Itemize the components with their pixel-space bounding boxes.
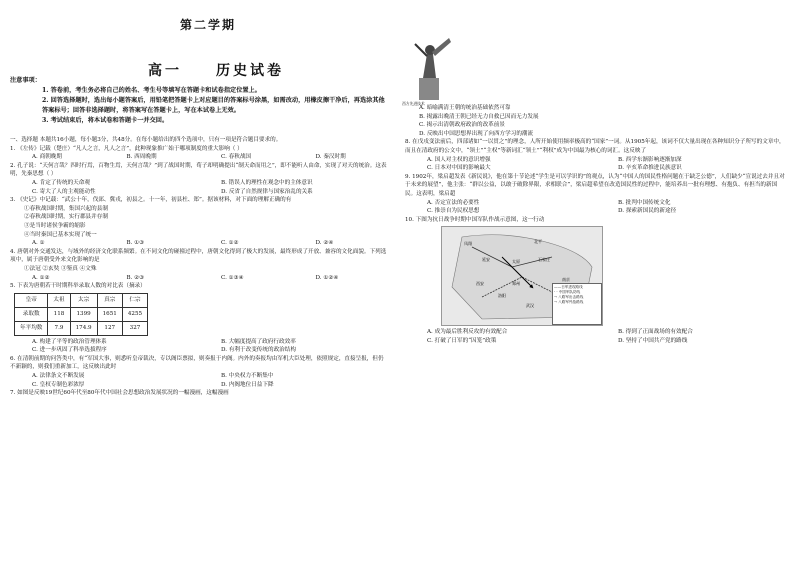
legend-item: → 八路军歼敌路线 bbox=[554, 300, 584, 305]
option: A. 商朝晚期 bbox=[32, 154, 62, 161]
map-label: 西安 bbox=[476, 281, 484, 287]
option: C. 进一步巩固了科举选拔程序 bbox=[32, 347, 107, 354]
option: A. 法律条文不断发展 bbox=[32, 373, 85, 380]
option: C. 打破了日军的“囚笼”政策 bbox=[427, 337, 497, 344]
option: A. 暗喻满清王朝的统治基础依然可靠 bbox=[419, 105, 511, 111]
sub-item: ③是当时诸侯争霸的缩影 bbox=[24, 222, 86, 229]
option: D. 辛亥革命推进民族意识 bbox=[618, 165, 682, 172]
subject-title: 历史试卷 bbox=[216, 63, 284, 79]
question-stem: 9. 1902年，梁启超发表《新民说》，他在第十节论述“学生是可以学识的”的观点，认为“中国人的国民性格问题在于缺乏公德”，人们缺少“宣说过去并且对于未来的展望”，他主张：“群以公益，以敢于破除界限，求相联合”，梁启超希望在改造国民性的过程中，能培养出一批有理想、有抱负、有担当的新国民。这表明，梁启超 bbox=[405, 173, 785, 197]
map-label: 石家庄 bbox=[538, 257, 550, 263]
option: B. 西学东渐影响逐渐加深 bbox=[618, 156, 682, 163]
option: D. 探索新国民的新途径 bbox=[618, 208, 677, 215]
table-cell: 年平均数 bbox=[15, 321, 48, 335]
option: B. 大幅度提高了政府行政效率 bbox=[221, 338, 296, 345]
question-stem: 7. 如图是反映19世纪60年代至80年代中国社会思想政治发展状况的一幅漫画，这幅漫画 bbox=[10, 390, 229, 397]
map-label: 太原 bbox=[512, 259, 520, 265]
table-cell: 118 bbox=[48, 307, 70, 321]
table-cell: 1651 bbox=[97, 307, 122, 321]
table-cell: 录取数 bbox=[15, 307, 48, 321]
term-title: 第二学期 bbox=[180, 18, 237, 32]
option: D. 内阁地位日益下降 bbox=[221, 381, 274, 388]
option: C. 揭示出清朝政府政治的改革前景 bbox=[419, 122, 505, 129]
map-label: 南京 bbox=[562, 277, 570, 283]
map-label: 郑州 bbox=[512, 281, 520, 287]
option: C. 皇权专制色彩浓厚 bbox=[32, 381, 85, 388]
sub-item: ①春秋战国时期，集国兴起的县制 bbox=[24, 205, 108, 212]
table-cell: 7.9 bbox=[48, 321, 70, 335]
option: D. 坚持了中国共产党的路线 bbox=[618, 337, 688, 344]
data-table bbox=[14, 293, 148, 336]
option: A. 国人对主权的意识增强 bbox=[427, 156, 491, 163]
table-cell: 174.9 bbox=[70, 321, 97, 335]
option: A. 否定宣法的必要性 bbox=[427, 199, 480, 206]
option: A. ① bbox=[32, 240, 45, 247]
option: B. 揭露出晚清王朝已经无力自救已因而无力发展 bbox=[419, 113, 539, 120]
table-cell: 127 bbox=[97, 321, 122, 335]
right-column bbox=[405, 104, 787, 346]
map-label: 北平 bbox=[534, 239, 542, 245]
option: B. ②③ bbox=[126, 274, 145, 281]
option: C. 寄大了人的主观能动性 bbox=[32, 188, 96, 195]
legend-item: - - 中国军队防线 bbox=[554, 290, 581, 295]
battle-map bbox=[441, 226, 603, 326]
question-stem: 5. 下表为唐朝若干时期科举录取人数的对比表（摘录） bbox=[10, 283, 146, 290]
legend-item: ——日军进攻路线 bbox=[554, 285, 583, 290]
option: B. ①③ bbox=[126, 240, 145, 247]
sub-item: ④当时秦国已基本实现了统一 bbox=[24, 231, 97, 238]
option: B. 得到了正面战场的有效配合 bbox=[618, 329, 693, 336]
option: D. 反映出中国思想界出现了向西方学习的潮流 bbox=[419, 130, 534, 137]
option: B. 西周晚期 bbox=[126, 154, 157, 161]
question-stem: 6. 在清朝前期的问答类中，有“军国大事，则悉听皇帝裁决，专以阁臣票拟，则奏报于内阁。内外的奏报均由军机大臣处理，依照规定，直接呈报，但仍不新颖的，则我们重新加工，这反映出此时 bbox=[10, 355, 384, 371]
option: D. ②④ bbox=[315, 240, 334, 247]
question-stem: 2. 孔子说：“天何言哉？四时行焉，百物生焉，天何言哉？”到了战国时期，荀子却明确提出“制天命而用之”，即不能听人由命，实现了对天的统治。这表明，先秦思想（ ） bbox=[10, 162, 387, 178]
table-header: 太祖 bbox=[48, 293, 70, 307]
question-stem: 4. 唐朝对外交通发达，与域外的经济文化联系频繁。在不同文化的碰撞过程中，唐朝文化得到了极大的发展，最终形成了开放、兼容的文化面貌。下列选项中，属于唐朝受外来文化影响的是 bbox=[10, 248, 387, 264]
notice-item: 2. 回答选择题时，选出每小题答案后，用铅笔把答题卡上对应题目的答案标号涂黑，如需改动，用橡皮擦干净后，再选涂其他答案标号；回答非选择题时，将答案写在答题卡上，写在本试卷上无效。 bbox=[42, 97, 385, 114]
option: D. 有利于改变传统的政治结构 bbox=[221, 347, 296, 354]
legend-item: → 八路军出击路线 bbox=[554, 295, 584, 300]
table-header: 太宗 bbox=[70, 293, 97, 307]
statue-illustration bbox=[405, 34, 453, 102]
sub-item: ②春秋战国时期，实行郡县并存制 bbox=[24, 214, 108, 221]
option: D. 反省了自然规律与国家治乱的关系 bbox=[221, 188, 313, 195]
table-cell: 327 bbox=[122, 321, 147, 335]
option: B. 错误人的理性在观念中的主体意识 bbox=[221, 179, 313, 186]
table-cell: 1399 bbox=[70, 307, 97, 321]
grade-title: 高一 bbox=[148, 63, 182, 79]
notice-item: 3. 考试结束后，将本试卷和答题卡一并交回。 bbox=[42, 117, 169, 124]
map-legend bbox=[552, 283, 602, 325]
question-stem: 1. 《左传》记载（楚庄）“凡人之言，凡人之言”，此种现象推广始于哪项制度的重大影响（ ） bbox=[10, 145, 243, 152]
left-column bbox=[10, 136, 388, 398]
map-label: 凤翔 bbox=[464, 241, 472, 247]
notice-block bbox=[10, 76, 388, 126]
option: B. 中央权力不断集中 bbox=[221, 373, 274, 380]
question-stem: 3. 《史记》中记载：“武公十年，伐邽、冀戎，初县之。十一年，初县杜、郑”。据该材料，对下面的理解正确的有 bbox=[10, 197, 292, 204]
option: A. ①② bbox=[32, 274, 50, 281]
statue-caption: 西方先进技术 bbox=[402, 101, 425, 106]
map-label: 武汉 bbox=[526, 303, 534, 309]
section-heading: 一、选择题 本题共16小题，每小题3分，共48分。在每小题给出的四个选项中，只有一项是符合题目要求的。 bbox=[10, 137, 282, 143]
option: C. 春秋战国 bbox=[221, 154, 252, 161]
question-stem: 10. 下图为抗日战争时期中国军队作战示意图，这一行动 bbox=[405, 216, 545, 223]
option: A. 肯定了传统的天命观 bbox=[32, 179, 90, 186]
notice-item: 1. 答卷前，考生务必将自己的姓名、考生号等填写在答题卡和试卷指定位置上。 bbox=[42, 87, 261, 94]
option: C. 日本对中国的影响最大 bbox=[427, 165, 491, 172]
option: A. 成为最后胜利反攻的有效配合 bbox=[427, 329, 508, 336]
option: C. ①③④ bbox=[221, 274, 244, 281]
question-stem: 8. 在戊戌变法前后，四部诸如“一以贯之”的理念，人所开始使用频率极高的“国家”一词。从1905年起，该词不仅大量出现在各种知识分子所写的文章中，而且在清政府的公文中，“领土”“主权”等新词汇“领土”“利权”成为中国最为核心的词汇。这反映了 bbox=[405, 139, 785, 154]
option: B. 批判中国传统文化 bbox=[618, 199, 671, 206]
notice-title: 注意事项： bbox=[10, 77, 41, 84]
sub-item: ①法冠 ②玄奘 ③鉴真 ④文殊 bbox=[24, 265, 97, 272]
option: C. 推崇自为民权思想 bbox=[427, 208, 480, 215]
option: C. ①② bbox=[221, 240, 239, 247]
map-label: 洛阳 bbox=[498, 293, 506, 299]
option: A. 构建了平等的政治管理体系 bbox=[32, 338, 107, 345]
table-header: 仁宗 bbox=[122, 293, 147, 307]
table-cell: 4255 bbox=[122, 307, 147, 321]
option: D. 秦汉时期 bbox=[315, 154, 346, 161]
map-label: 延安 bbox=[482, 257, 490, 263]
table-header: 真宗 bbox=[97, 293, 122, 307]
table-header: 皇帝 bbox=[15, 293, 48, 307]
option: D. ①②④ bbox=[315, 274, 339, 281]
